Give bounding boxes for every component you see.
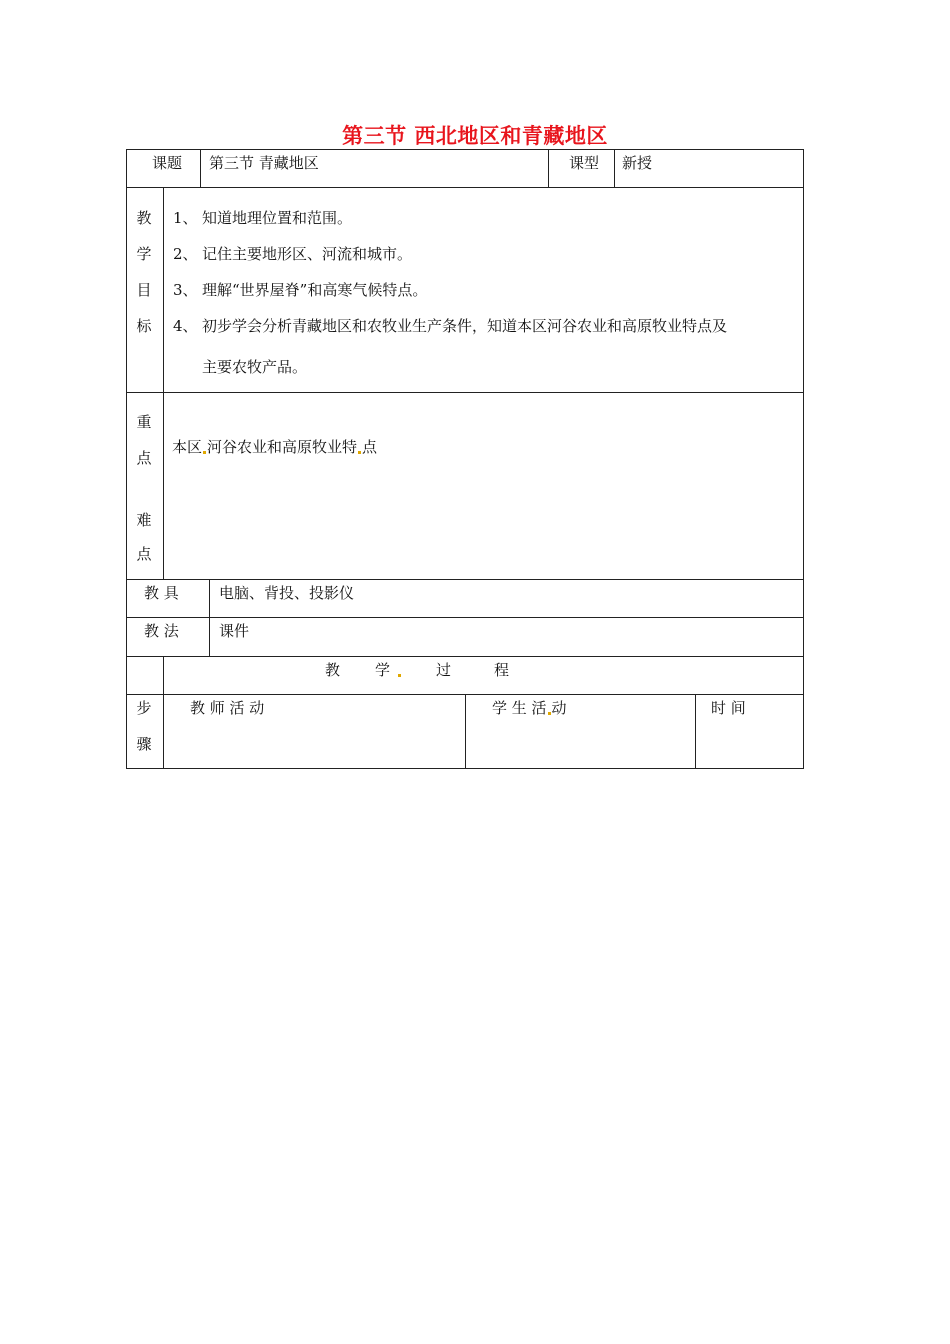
col-divider xyxy=(548,149,549,187)
student-activity-header: 学 生 活 动 xyxy=(492,699,567,717)
objectives-label-char: 目 xyxy=(136,281,152,299)
type-label: 课型 xyxy=(569,154,600,172)
col-divider xyxy=(695,694,696,769)
objectives-label-char: 学 xyxy=(136,245,152,263)
objectives-label-char: 教 xyxy=(136,209,152,227)
col-divider xyxy=(163,187,164,392)
col-divider xyxy=(200,149,201,187)
mark-dot xyxy=(358,451,361,454)
objective-number: 1、 xyxy=(173,209,198,227)
method-value: 课件 xyxy=(219,622,250,640)
col-divider xyxy=(209,579,210,656)
keypoints-text: 本区 河谷农业和高原牧业特 点 xyxy=(172,438,378,456)
keypoints-label-char: 重 xyxy=(136,413,152,431)
mark-dot xyxy=(398,674,401,677)
topic-label: 课题 xyxy=(152,154,183,172)
step-label-char: 骤 xyxy=(136,735,152,753)
mark-dot xyxy=(203,451,206,454)
mark-dot xyxy=(548,712,551,715)
row-divider xyxy=(126,617,804,618)
objective-continuation: 主要农牧产品。 xyxy=(202,358,308,376)
tools-label: 教 具 xyxy=(144,584,179,602)
topic-value: 第三节 青藏地区 xyxy=(209,154,319,172)
page-title: 第三节 西北地区和青藏地区 xyxy=(342,124,608,148)
keypoints-label-char: 点 xyxy=(136,449,152,467)
objective-text: 初步学会分析青藏地区和农牧业生产条件，知道本区河谷农业和高原牧业特点及 xyxy=(202,317,728,335)
teacher-activity-header: 教 师 活 动 xyxy=(190,699,265,717)
objective-text: 记住主要地形区、河流和城市。 xyxy=(202,245,413,263)
objective-text: 知道地理位置和范围。 xyxy=(202,209,353,227)
objective-number: 3、 xyxy=(173,281,198,299)
row-divider xyxy=(126,579,804,580)
process-char: 程 xyxy=(494,661,510,679)
process-char: 学 xyxy=(375,661,391,679)
time-header: 时 间 xyxy=(711,699,746,717)
col-divider xyxy=(163,656,164,769)
type-value: 新授 xyxy=(622,154,653,172)
row-divider xyxy=(126,656,804,657)
row-divider xyxy=(126,392,804,393)
tools-value: 电脑、背投、投影仪 xyxy=(219,584,355,602)
process-char: 教 xyxy=(325,661,341,679)
keypoints-label-char: 点 xyxy=(136,545,152,563)
objective-text: 理解“世界屋脊”和高寒气候特点。 xyxy=(202,281,428,299)
objective-number: 2、 xyxy=(173,245,198,263)
keypoints-label-char: 难 xyxy=(136,511,152,529)
row-divider xyxy=(126,187,804,188)
lesson-plan-table xyxy=(126,149,804,769)
objectives-label-char: 标 xyxy=(136,317,152,335)
col-divider xyxy=(465,694,466,769)
objective-number: 4、 xyxy=(173,317,198,335)
col-divider xyxy=(614,149,615,187)
step-label-char: 步 xyxy=(136,699,152,717)
col-divider xyxy=(163,392,164,579)
process-char: 过 xyxy=(436,661,452,679)
method-label: 教 法 xyxy=(144,622,179,640)
